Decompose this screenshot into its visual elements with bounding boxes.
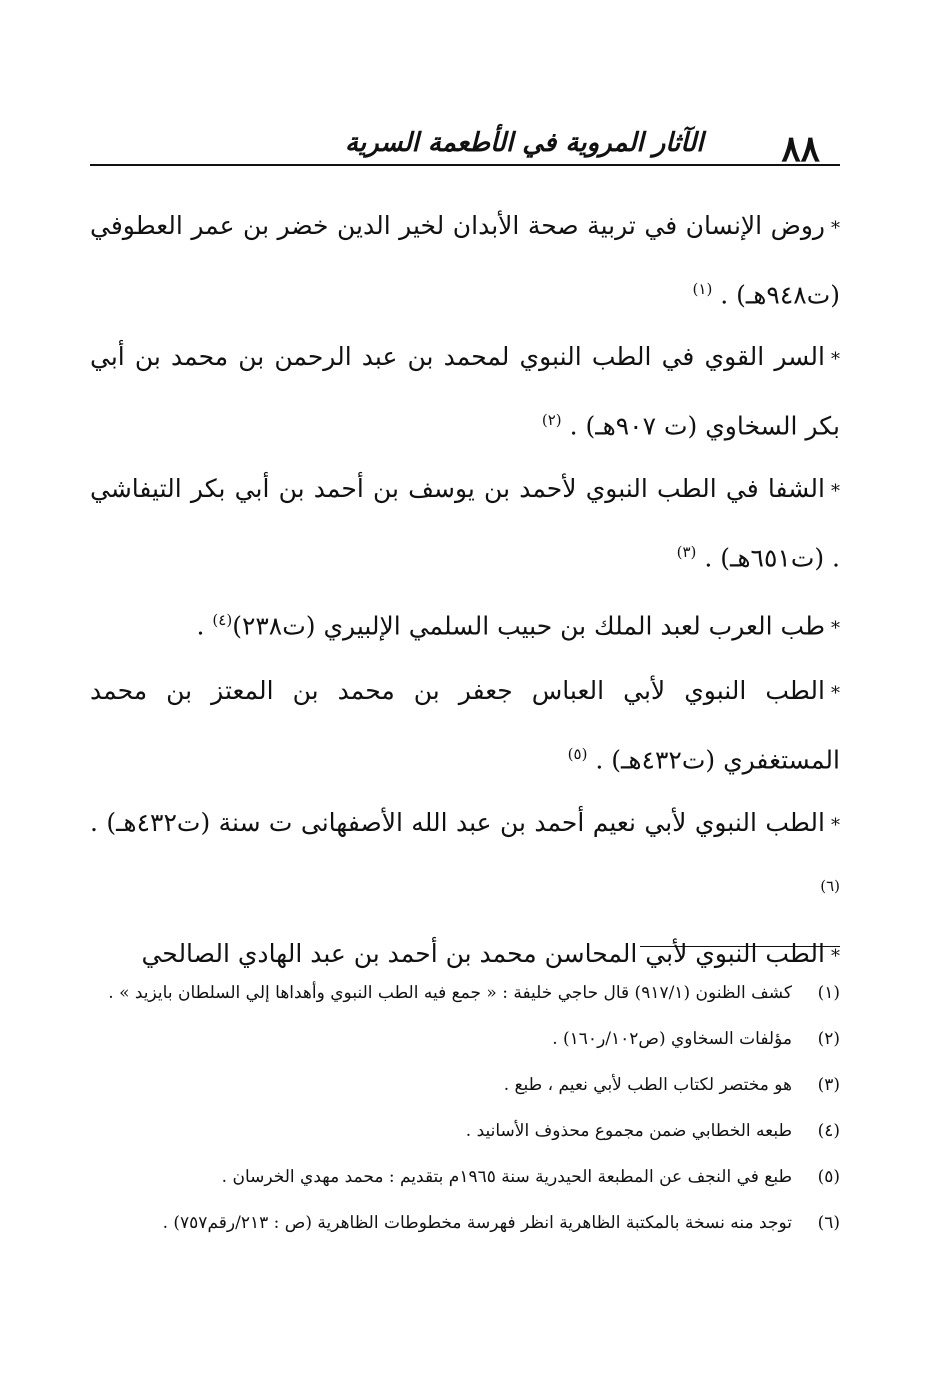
footnote-number: (٦) — [817, 1213, 840, 1233]
footnote-ref: (٦) — [820, 876, 840, 895]
footnote — [90, 1062, 840, 1108]
footnote — [90, 1200, 840, 1246]
asterisk-icon: * — [831, 218, 840, 239]
list-item — [90, 661, 840, 790]
running-title: الآثار المروية في الأطعمة السرية — [345, 128, 704, 158]
footnote-text: توجد منه نسخة بالمكتبة الظاهرية انظر فهرسة مخطوطات الظاهرية (ص : ٢١٣/رقم٧٥٧) . — [162, 1213, 792, 1233]
list-item — [90, 459, 840, 588]
list-item — [90, 590, 840, 659]
asterisk-icon: * — [831, 480, 840, 502]
entry-text: روض الإنسان في تربية صحة الأبدان لخير الدين خضر بن عمر العطوفي (ت٩٤٨هـ) . — [90, 211, 840, 310]
page-header — [90, 118, 840, 170]
footnote-number: (٢) — [817, 1029, 840, 1049]
footnote-ref: (١) — [692, 280, 713, 298]
footnote — [90, 1016, 840, 1062]
footnote-ref: (٤) — [212, 610, 233, 629]
entry-tail: . — [196, 611, 213, 641]
entry-text: السر القوي في الطب النبوي لمحمد بن عبد الرحمن بن محمد بن أبي بكر السخاوي (ت ٩٠٧هـ) . — [90, 342, 840, 441]
entry-text: الشفا في الطب النبوي لأحمد بن يوسف بن أحمد بن أبي بكر التيفاشي . (ت٦٥١هـ) . — [90, 473, 840, 572]
asterisk-icon: * — [831, 349, 840, 371]
footnote — [90, 1154, 840, 1200]
header-rule — [90, 164, 840, 166]
footnote — [90, 1108, 840, 1154]
footnote-number: (١) — [817, 983, 840, 1003]
asterisk-icon: * — [831, 814, 840, 836]
footnote-text: طبعه الخطابي ضمن مجموع محذوف الأسانيد . — [465, 1121, 792, 1141]
footnote-ref: (٣) — [676, 542, 697, 561]
asterisk-icon: * — [831, 618, 840, 640]
main-text — [90, 196, 840, 989]
footnote-text: كشف الظنون (٩١٧/١) قال حاجي خليفة : « جمع فيه الطب النبوي وأهداها إلي السلطان بايزيد » . — [108, 983, 792, 1003]
list-item — [90, 793, 840, 922]
footnote-rule — [640, 946, 840, 947]
footnote-text: مؤلفات السخاوي (ص١٠٢/ر١٦٠) . — [552, 1029, 792, 1049]
footnote-ref: (٥) — [567, 745, 588, 764]
footnote-ref: (٢) — [541, 411, 562, 430]
page-number: ٨٨ — [781, 128, 820, 170]
asterisk-icon: * — [831, 945, 840, 967]
footnotes — [90, 970, 840, 1246]
asterisk-icon: * — [831, 683, 840, 705]
list-item — [90, 327, 840, 456]
footnote — [90, 970, 840, 1016]
footnote-text: طبع في النجف عن المطبعة الحيدرية سنة ١٩٦٥م بتقديم : محمد مهدي الخرسان . — [221, 1167, 792, 1187]
footnote-number: (٥) — [817, 1167, 840, 1187]
footnote-number: (٤) — [817, 1121, 840, 1141]
footnote-text: هو مختصر لكتاب الطب لأبي نعيم ، طبع . — [503, 1075, 792, 1095]
entry-text: الطب النبوي لأبي نعيم أحمد بن عبد الله الأصفهانى ت سنة (ت٤٣٢هـ) . — [90, 807, 825, 837]
entry-text: الطب النبوي لأبي المحاسن محمد بن أحمد بن عبد الهادي الصالحي — [141, 938, 825, 968]
list-item — [90, 196, 840, 325]
entry-text: الطب النبوي لأبي العباس جعفر بن محمد بن المعتز بن محمد المستغفري (ت٤٣٢هـ) . — [90, 676, 840, 775]
footnote-number: (٣) — [817, 1075, 840, 1095]
entry-text: طب العرب لعبد الملك بن حبيب السلمي الإلبيري (ت٢٣٨) — [232, 611, 825, 641]
